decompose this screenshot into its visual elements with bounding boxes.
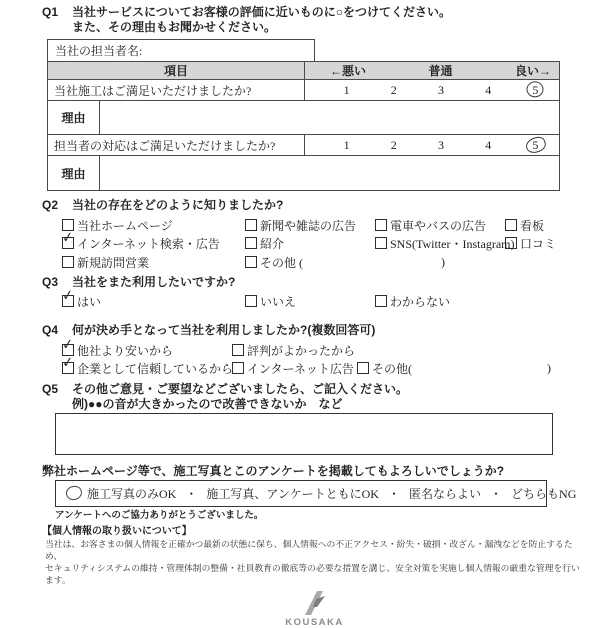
checkbox-icon bbox=[357, 362, 369, 374]
q2-options-row-2 bbox=[60, 229, 565, 254]
checkbox-option[interactable] bbox=[505, 235, 556, 252]
table-row bbox=[48, 135, 559, 156]
publish-option-label: どちらもNG bbox=[511, 487, 577, 501]
circle-annotation-icon bbox=[65, 484, 84, 501]
q1-number: Q1 bbox=[42, 5, 59, 19]
check-icon: ✓ bbox=[60, 287, 75, 305]
kousaka-logo bbox=[42, 590, 587, 628]
checkbox-icon bbox=[245, 219, 257, 231]
option-separator: ・ bbox=[490, 487, 503, 501]
checkbox-option-other[interactable] bbox=[245, 254, 303, 271]
reason-1-input[interactable] bbox=[100, 101, 559, 134]
header-scale bbox=[305, 62, 559, 79]
checkbox-icon bbox=[60, 354, 75, 374]
checkbox-icon bbox=[375, 219, 387, 231]
question-1-scale bbox=[305, 80, 559, 100]
option-label: 当社ホームページ bbox=[77, 218, 173, 233]
checkbox-option[interactable] bbox=[60, 354, 234, 377]
checkbox-icon bbox=[232, 344, 244, 356]
q4-heading bbox=[42, 323, 587, 338]
rating-1[interactable]: 1 bbox=[343, 82, 350, 97]
checkbox-icon bbox=[245, 237, 257, 249]
checkbox-option[interactable] bbox=[62, 254, 245, 271]
q4-number: Q4 bbox=[42, 323, 59, 337]
option-label: 電車やバスの広告 bbox=[390, 218, 487, 233]
other-close-paren: ) bbox=[547, 361, 551, 376]
rating-3[interactable]: 3 bbox=[438, 137, 444, 152]
table-row bbox=[48, 101, 559, 135]
publish-option-1[interactable] bbox=[66, 485, 176, 502]
question-2-scale bbox=[305, 135, 559, 155]
rating-5[interactable]: 5 bbox=[512, 83, 559, 98]
checkbox-icon bbox=[245, 256, 257, 268]
checkbox-option[interactable] bbox=[245, 235, 375, 252]
rating-5[interactable]: 5 bbox=[512, 138, 559, 153]
privacy-text-line2: セキュリティシステムの維持・管理体制の整備・社員教育の徹底等の必要な措置を講じ、安全対策を実施し個人情報の厳重な管理を行います。 bbox=[45, 563, 580, 585]
checkbox-option[interactable] bbox=[375, 217, 505, 234]
q1-subtitle: また、その理由もお聞かせください。 bbox=[72, 20, 277, 34]
checkbox-icon bbox=[505, 237, 517, 249]
option-label: 評判がよかったから bbox=[247, 343, 356, 358]
option-label: 他社より安いから bbox=[77, 343, 174, 358]
question-1-text: 当社施工はご満足いただけましたか? bbox=[48, 80, 305, 100]
q2-options-row-1 bbox=[62, 216, 565, 235]
header-item: 項目 bbox=[48, 62, 305, 79]
checkbox-icon bbox=[232, 362, 244, 374]
option-label: 新聞や雑誌の広告 bbox=[260, 218, 357, 233]
option-label: インターネット検索・広告 bbox=[77, 237, 220, 252]
publish-question: 弊社ホームページ等で、施工写真とこのアンケートを掲載してもよろしいでしょうか? bbox=[42, 464, 505, 478]
kousaka-logo-text: KOUSAKA bbox=[285, 617, 344, 628]
q5-number: Q5 bbox=[42, 382, 59, 396]
checkbox-option[interactable] bbox=[245, 217, 375, 234]
q3-options-row bbox=[60, 287, 565, 312]
reason-2-input[interactable] bbox=[100, 156, 559, 190]
rating-2[interactable]: 2 bbox=[390, 82, 397, 97]
checkbox-option[interactable] bbox=[60, 336, 232, 359]
q1-title: 当社サービスについてお客様の評価に近いものに○をつけてください。 bbox=[72, 5, 452, 19]
option-label: いいえ bbox=[260, 295, 297, 310]
checkbox-option[interactable] bbox=[232, 360, 357, 377]
check-icon: ✓ bbox=[60, 336, 75, 354]
checkbox-icon bbox=[60, 287, 75, 307]
checkbox-option[interactable] bbox=[62, 217, 245, 234]
staff-name-label: 当社の担当者名: bbox=[55, 44, 143, 58]
check-icon: ✓ bbox=[60, 229, 75, 247]
checkbox-option[interactable] bbox=[375, 293, 450, 310]
publish-options-box bbox=[55, 480, 577, 507]
option-label: はい bbox=[77, 295, 102, 310]
publish-option-label: 施工写真、アンケートともにOK bbox=[206, 487, 379, 501]
other-close-paren: ) bbox=[441, 254, 445, 269]
checkbox-icon bbox=[60, 229, 75, 249]
rating-1[interactable]: 1 bbox=[343, 137, 350, 152]
checkbox-option[interactable] bbox=[60, 229, 245, 252]
option-label: わからない bbox=[390, 295, 451, 310]
checkbox-option[interactable] bbox=[232, 342, 355, 359]
scale-good-label: 良い→ bbox=[514, 64, 551, 78]
table-row bbox=[48, 156, 559, 190]
option-label: SNS(Twitter・Instagram) bbox=[390, 237, 515, 252]
publish-option-label: 施工写真のみOK bbox=[87, 487, 177, 501]
circle-annotation-icon bbox=[527, 81, 544, 97]
checkbox-icon bbox=[245, 295, 257, 307]
option-separator: ・ bbox=[185, 487, 198, 501]
staff-name-box[interactable] bbox=[47, 39, 315, 61]
q4-title: 何が決め手となって当社を利用しましたか?(複数回答可) bbox=[72, 323, 376, 337]
q4-options-row-1 bbox=[60, 336, 565, 360]
rating-4[interactable]: 4 bbox=[485, 137, 492, 152]
q2-title: 当社の存在をどのように知りましたか? bbox=[72, 198, 284, 212]
scale-bad-label: ←悪い bbox=[330, 64, 367, 78]
publish-option-2[interactable] bbox=[206, 485, 379, 502]
q4-options-row-2 bbox=[60, 354, 565, 379]
option-label: 紹介 bbox=[260, 237, 285, 252]
publish-option-4[interactable] bbox=[511, 485, 576, 502]
rating-4[interactable]: 4 bbox=[485, 82, 492, 97]
checkbox-option-other[interactable] bbox=[357, 360, 412, 377]
q2-heading bbox=[42, 198, 587, 213]
checkbox-icon bbox=[62, 256, 74, 268]
rating-table bbox=[47, 61, 560, 191]
checkbox-option[interactable] bbox=[375, 235, 515, 252]
checkbox-icon bbox=[375, 237, 387, 249]
option-label: 企業として信頼しているから bbox=[77, 362, 234, 377]
thanks-message: アンケートへのご協力ありがとうございました。 bbox=[55, 510, 264, 521]
q5-heading bbox=[42, 382, 587, 397]
checkbox-icon bbox=[375, 295, 387, 307]
option-label: その他( bbox=[372, 362, 412, 377]
circle-annotation-icon bbox=[524, 135, 548, 155]
option-label: 口コミ bbox=[520, 237, 557, 252]
question-2-text: 担当者の対応はご満足いただけましたか? bbox=[48, 135, 305, 155]
option-separator: ・ bbox=[387, 487, 400, 501]
privacy-text-line1: 当社は、お客さまの個人情報を正確かつ最新の状態に保ち、個人情報への不正アクセス・紛失・破損・改ざん・漏洩などを防止するため、 bbox=[45, 539, 573, 561]
publish-option-3[interactable] bbox=[409, 485, 481, 502]
q3-number: Q3 bbox=[42, 274, 59, 289]
q2-number: Q2 bbox=[42, 198, 59, 212]
checkbox-option[interactable] bbox=[245, 293, 375, 310]
checkbox-option[interactable] bbox=[505, 217, 544, 234]
rating-3[interactable]: 3 bbox=[438, 82, 444, 97]
q1-heading bbox=[42, 5, 587, 20]
publish-option-label: 匿名ならよい bbox=[409, 487, 482, 501]
comments-input[interactable] bbox=[55, 413, 553, 455]
q3-heading bbox=[42, 275, 587, 290]
reason-1-label: 理由 bbox=[48, 101, 100, 134]
reason-2-label: 理由 bbox=[48, 156, 100, 190]
option-label: 新規訪問営業 bbox=[77, 255, 150, 270]
option-label: インターネット広告 bbox=[247, 362, 354, 377]
rating-table-header bbox=[48, 62, 559, 80]
table-row bbox=[48, 80, 559, 101]
scale-mid-label: 普通 bbox=[428, 64, 453, 78]
rating-2[interactable]: 2 bbox=[390, 137, 397, 152]
option-label: その他 ( bbox=[260, 255, 303, 270]
privacy-heading: 【個人情報の取り扱いについて】 bbox=[42, 526, 192, 537]
q5-title: その他ご意見・ご要望などございましたら、ご記入ください。 bbox=[72, 382, 409, 396]
q5-example: 例)●●の音が大きかったので改善できないか など bbox=[72, 397, 343, 411]
q3-title: 当社をまた利用したいですか? bbox=[72, 274, 236, 289]
kousaka-logo-icon bbox=[303, 590, 327, 616]
q2-options-row-3 bbox=[62, 253, 565, 272]
checkbox-icon bbox=[505, 219, 517, 231]
checkbox-option[interactable] bbox=[60, 287, 245, 310]
check-icon: ✓ bbox=[60, 354, 75, 372]
option-label: 看板 bbox=[520, 218, 545, 233]
